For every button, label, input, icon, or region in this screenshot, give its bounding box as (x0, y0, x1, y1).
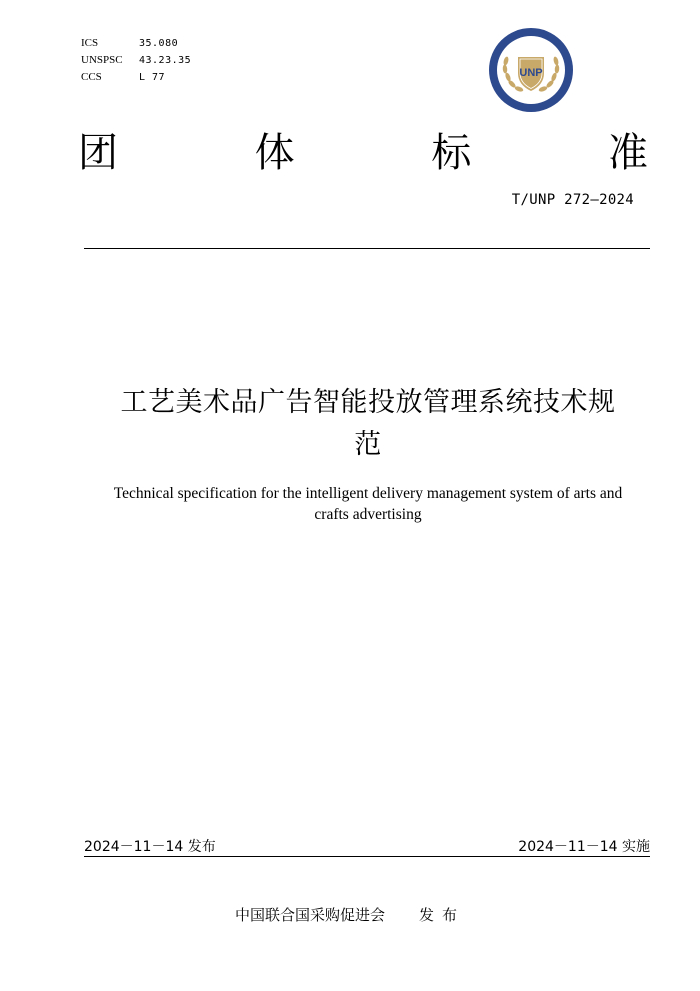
title-cn-line-1: 工艺美术品广告智能投放管理系统技术规 (120, 387, 616, 418)
implement-date: 2024－11－14 实施 (518, 839, 650, 855)
ics-value: 35.080 (139, 38, 179, 49)
title-char-3: 标 (431, 130, 472, 176)
top-divider (84, 248, 650, 249)
group-standard-title (78, 128, 648, 178)
unp-logo-icon (488, 27, 574, 113)
unspsc-value: 43.23.35 (139, 55, 192, 66)
standard-number: T/UNP 272—2024 (511, 192, 634, 208)
publisher-line (0, 904, 700, 925)
title-char-4: 准 (607, 130, 648, 176)
unspsc-row (81, 52, 191, 69)
ccs-value: L 77 (139, 72, 166, 83)
title-char-1: 团 (78, 130, 118, 176)
ccs-label: CCS (81, 71, 102, 83)
publish-date: 2024－11－14 发布 (84, 839, 216, 855)
classification-codes (81, 35, 191, 86)
title-char-2: 体 (254, 130, 295, 176)
publisher-action: 发布 (419, 906, 466, 924)
bottom-divider (84, 856, 650, 857)
document-title-chinese (80, 382, 656, 466)
logo-text: UNP (519, 67, 543, 79)
unspsc-label: UNSPSC (81, 54, 123, 66)
ccs-row (81, 69, 191, 86)
title-en-line-1: Technical specification for the intelligent delivery management system of arts and (113, 485, 623, 502)
title-en-line-2: crafts advertising (314, 506, 422, 523)
ics-row (81, 35, 191, 52)
publisher-name: 中国联合国采购促进会 (234, 906, 385, 924)
title-cn-line-2: 范 (354, 429, 382, 460)
document-title-english (80, 483, 656, 525)
ics-label: ICS (81, 37, 99, 49)
